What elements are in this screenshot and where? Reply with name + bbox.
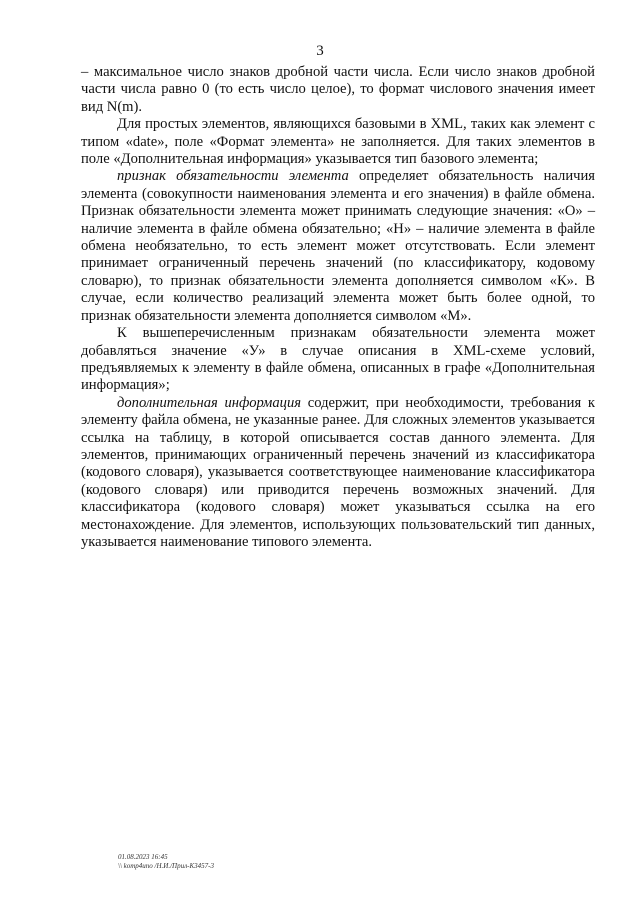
document-footer-stamp: [118, 853, 418, 871]
term-required-attribute: признак обязательности элемента: [117, 168, 349, 185]
paragraph-required-attribute-text: определяет обязательность наличия элемента (совокупности наименования элемента и его значения) в файле обмена. Признак обязательности элемента может принимать следующие значения: «О» – наличие элемента в файле обмена обязательно; «Н» – наличие элемента в файле обмена необязательно, то есть элемент может отсутствовать. Если элемент принимает ограниченный перечень значений (по классификатору, кодовому словарю), то признак обязательности элемента дополняется символом «К». В случае, если количество реализаций элемента может быть более одной, то признак обязательности элемента дополняется символом «М».: [81, 168, 595, 324]
paragraph-additional-info-text: содержит, при необходимости, требования к элементу файла обмена, не указанные ранее. Для сложных элементов указывается ссылка на таблицу, в которой описывается состав данного элемента. Для элементов, принимающих ограниченный перечень значений из классификатора (кодового словаря), указывается соответствующее наименование классификатора (кодового словаря) или приводится перечень возможных значений. Для классификатора (кодового словаря) может указываться ссылка на его местонахождение. Для элементов, использующих пользовательский тип данных, указывается наименование типового элемента.: [81, 394, 595, 550]
paragraph-additional-info: [81, 395, 595, 552]
footer-timestamp: 01.08.2023 16:45: [118, 853, 168, 861]
footer-file-path: \\ komp4uno /Н.И./Прил-К3457-3: [118, 862, 214, 870]
document-body: [81, 64, 595, 551]
paragraph-fraction-digits: – максимальное число знаков дробной части числа. Если число знаков дробной части числа равно 0 (то есть число целое), то формат числового значения имеет вид N(m).: [81, 64, 595, 115]
term-additional-info: дополнительная информация: [117, 394, 302, 411]
paragraph-simple-elements: Для простых элементов, являющихся базовыми в XML, таких как элемент с типом «date», поле «Формат элемента» не заполняется. Для таких элементов в поле «Дополнительная информация» указывается тип базового элемента;: [81, 116, 595, 168]
page-number: 3: [316, 43, 324, 59]
paragraph-required-attribute: [81, 168, 595, 325]
paragraph-conditional-value: К вышеперечисленным признакам обязательности элемента может добавляться значение «У» в случае описания в XML-схеме условий, предъявляемых к элементу в файле обмена, описанных в графе «Дополнительная информация»;: [81, 325, 595, 394]
